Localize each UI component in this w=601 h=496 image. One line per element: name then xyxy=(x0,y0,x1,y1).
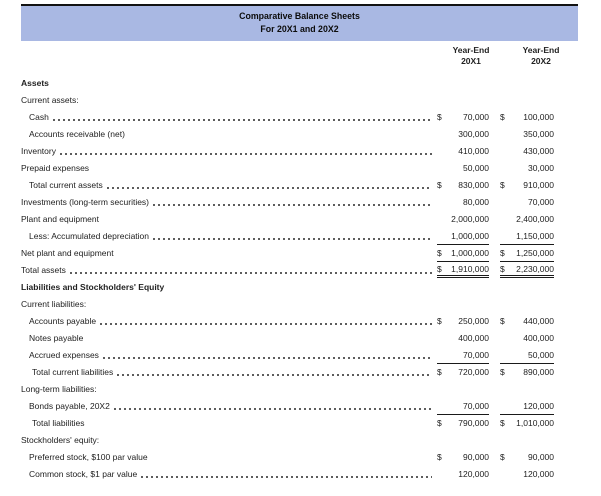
row-label-cell xyxy=(21,418,435,428)
value-cell-20x1 xyxy=(437,346,489,363)
amount-20x1: 90,000 xyxy=(463,451,489,462)
currency-symbol: $ xyxy=(437,179,442,190)
row-label-cell xyxy=(21,78,435,88)
row-label-cell xyxy=(21,112,435,122)
value-cell-20x2 xyxy=(500,397,554,414)
value-cell-20x1 xyxy=(437,261,489,278)
amount-20x1: 120,000 xyxy=(458,468,489,479)
row-label-cell xyxy=(21,248,435,258)
table-row xyxy=(21,380,578,397)
amount-20x2: 440,000 xyxy=(523,315,554,326)
table-row xyxy=(21,244,578,261)
table-row xyxy=(21,295,578,312)
dot-leader xyxy=(70,272,432,274)
table-row xyxy=(21,363,578,380)
column-header-20x1 xyxy=(443,45,499,67)
table-row xyxy=(21,91,578,108)
column-header-line2: 20X2 xyxy=(531,56,551,66)
row-label-cell xyxy=(21,265,435,275)
amount-20x1: 70,000 xyxy=(463,400,489,411)
value-cell-20x1 xyxy=(437,312,489,329)
row-label-cell xyxy=(21,333,435,343)
currency-symbol: $ xyxy=(437,315,442,326)
row-label-cell xyxy=(21,435,435,445)
value-cell-20x1 xyxy=(437,125,489,142)
currency-symbol: $ xyxy=(437,248,442,258)
dot-leader xyxy=(60,153,432,155)
row-label-cell xyxy=(21,469,435,479)
table-row xyxy=(21,142,578,159)
value-cell-20x1 xyxy=(437,210,489,227)
dot-leader xyxy=(107,187,432,189)
row-label: Assets xyxy=(21,77,49,88)
amount-20x2: 430,000 xyxy=(523,145,554,156)
amount-20x2: 2,400,000 xyxy=(516,213,554,224)
value-cell-20x1 xyxy=(437,176,489,193)
amount-20x1: 70,000 xyxy=(463,111,489,122)
amount-20x1: 250,000 xyxy=(458,315,489,326)
amount-20x1: 790,000 xyxy=(458,418,489,428)
table-row xyxy=(21,448,578,465)
row-label-cell xyxy=(21,95,435,105)
value-cell-20x1 xyxy=(437,91,489,108)
table-row xyxy=(21,465,578,482)
value-cell-20x2 xyxy=(500,380,554,397)
dot-leader xyxy=(153,204,432,206)
value-cell-20x1 xyxy=(437,397,489,414)
currency-symbol: $ xyxy=(437,263,442,274)
row-label: Inventory xyxy=(21,145,56,156)
balance-sheet-rows xyxy=(21,74,578,482)
table-row xyxy=(21,193,578,210)
table-row xyxy=(21,210,578,227)
value-cell-20x1 xyxy=(437,465,489,482)
currency-symbol: $ xyxy=(500,179,505,190)
value-cell-20x2 xyxy=(500,108,554,125)
value-cell-20x1 xyxy=(437,414,489,431)
row-label: Less: Accumulated depreciation xyxy=(29,230,150,241)
row-label-cell xyxy=(21,367,435,377)
amount-20x2: 910,000 xyxy=(523,179,554,190)
value-cell-20x1 xyxy=(437,108,489,125)
row-label: Liabilities and Stockholders' Equity xyxy=(21,281,165,292)
amount-20x1: 1,910,000 xyxy=(451,263,489,274)
table-row xyxy=(21,74,578,91)
value-cell-20x2 xyxy=(500,125,554,142)
value-cell-20x2 xyxy=(500,193,554,210)
value-cell-20x1 xyxy=(437,193,489,210)
currency-symbol: $ xyxy=(437,451,442,462)
row-label: Investments (long-term securities) xyxy=(21,196,150,207)
row-label: Total current assets xyxy=(29,179,103,190)
dot-leader xyxy=(153,238,432,240)
amount-20x1: 70,000 xyxy=(463,349,489,360)
table-row xyxy=(21,397,578,414)
row-label-cell xyxy=(21,197,435,207)
value-cell-20x1 xyxy=(437,227,489,244)
amount-20x2: 1,150,000 xyxy=(516,230,554,241)
table-row xyxy=(21,431,578,448)
row-label-cell xyxy=(21,299,435,309)
dot-leader xyxy=(103,357,432,359)
row-label-cell xyxy=(21,401,435,411)
amount-20x1: 80,000 xyxy=(463,196,489,207)
row-label: Accounts receivable (net) xyxy=(29,128,125,139)
document-subtitle: For 20X1 and 20X2 xyxy=(260,24,339,34)
value-cell-20x1 xyxy=(437,295,489,312)
dot-leader xyxy=(141,476,432,478)
currency-symbol: $ xyxy=(500,315,505,326)
row-label-cell xyxy=(21,214,435,224)
row-label: Preferred stock, $100 par value xyxy=(29,451,148,462)
amount-20x2: 90,000 xyxy=(528,451,554,462)
value-cell-20x2 xyxy=(500,261,554,278)
currency-symbol: $ xyxy=(500,248,505,258)
column-header-line2: 20X1 xyxy=(461,56,481,66)
value-cell-20x1 xyxy=(437,329,489,346)
table-row xyxy=(21,125,578,142)
table-row xyxy=(21,176,578,193)
currency-symbol: $ xyxy=(500,418,505,428)
row-label-cell xyxy=(21,350,435,360)
row-label: Total current liabilities xyxy=(32,366,114,377)
row-label-cell xyxy=(21,231,435,241)
value-cell-20x2 xyxy=(500,431,554,448)
amount-20x2: 1,010,000 xyxy=(516,418,554,428)
value-cell-20x2 xyxy=(500,210,554,227)
row-label: Notes payable xyxy=(29,332,84,343)
value-cell-20x1 xyxy=(437,380,489,397)
dot-leader xyxy=(117,374,432,376)
row-label: Accrued expenses xyxy=(29,349,99,360)
currency-symbol: $ xyxy=(437,367,442,377)
value-cell-20x1 xyxy=(437,159,489,176)
amount-20x2: 100,000 xyxy=(523,111,554,122)
row-label: Bonds payable, 20X2 xyxy=(29,400,110,411)
amount-20x2: 2,230,000 xyxy=(516,263,554,274)
dot-leader xyxy=(100,323,432,325)
table-row xyxy=(21,414,578,431)
row-label-cell xyxy=(21,180,435,190)
row-label-cell xyxy=(21,282,435,292)
value-cell-20x2 xyxy=(500,159,554,176)
row-label: Current assets: xyxy=(21,94,79,105)
amount-20x1: 720,000 xyxy=(458,367,489,377)
amount-20x2: 350,000 xyxy=(523,128,554,139)
row-label-cell xyxy=(21,316,435,326)
row-label: Plant and equipment xyxy=(21,213,99,224)
value-cell-20x2 xyxy=(500,91,554,108)
amount-20x1: 2,000,000 xyxy=(451,213,489,224)
row-label: Prepaid expenses xyxy=(21,162,90,173)
row-label-cell xyxy=(21,163,435,173)
row-label-cell xyxy=(21,452,435,462)
value-cell-20x1 xyxy=(437,244,489,261)
amount-20x2: 890,000 xyxy=(523,367,554,377)
amount-20x2: 120,000 xyxy=(523,400,554,411)
amount-20x2: 50,000 xyxy=(528,349,554,360)
table-row xyxy=(21,312,578,329)
value-cell-20x2 xyxy=(500,142,554,159)
row-label-cell xyxy=(21,146,435,156)
value-cell-20x2 xyxy=(500,176,554,193)
currency-symbol: $ xyxy=(437,111,442,122)
row-label: Total liabilities xyxy=(32,417,85,428)
currency-symbol: $ xyxy=(500,263,505,274)
table-row xyxy=(21,346,578,363)
currency-symbol: $ xyxy=(500,111,505,122)
amount-20x2: 120,000 xyxy=(523,468,554,479)
document-title: Comparative Balance Sheets xyxy=(239,11,360,21)
amount-20x1: 400,000 xyxy=(458,332,489,343)
column-header-20x2 xyxy=(513,45,569,67)
value-cell-20x2 xyxy=(500,295,554,312)
currency-symbol: $ xyxy=(500,451,505,462)
table-row xyxy=(21,108,578,125)
value-cell-20x2 xyxy=(500,227,554,244)
row-label-cell xyxy=(21,129,435,139)
amount-20x1: 1,000,000 xyxy=(451,248,489,258)
column-header-line1: Year-End xyxy=(452,45,490,55)
column-headers xyxy=(21,45,578,67)
title-band xyxy=(21,4,578,41)
row-label: Accounts payable xyxy=(29,315,97,326)
amount-20x2: 70,000 xyxy=(528,196,554,207)
table-row xyxy=(21,278,578,295)
value-cell-20x2 xyxy=(500,363,554,380)
value-cell-20x2 xyxy=(500,448,554,465)
table-row xyxy=(21,159,578,176)
row-label: Stockholders' equity: xyxy=(21,434,100,445)
dot-leader xyxy=(53,119,432,121)
value-cell-20x2 xyxy=(500,244,554,261)
currency-symbol: $ xyxy=(500,367,505,377)
value-cell-20x2 xyxy=(500,346,554,363)
row-label: Total assets xyxy=(21,264,66,275)
column-header-line1: Year-End xyxy=(522,45,560,55)
value-cell-20x2 xyxy=(500,329,554,346)
row-label: Long-term liabilities: xyxy=(21,383,97,394)
amount-20x1: 830,000 xyxy=(458,179,489,190)
amount-20x1: 410,000 xyxy=(458,145,489,156)
amount-20x1: 50,000 xyxy=(463,162,489,173)
row-label: Common stock, $1 par value xyxy=(29,468,138,479)
table-row xyxy=(21,261,578,278)
value-cell-20x1 xyxy=(437,278,489,295)
value-cell-20x2 xyxy=(500,278,554,295)
balance-sheet-document xyxy=(21,4,578,482)
value-cell-20x1 xyxy=(437,363,489,380)
table-row xyxy=(21,227,578,244)
row-label: Cash xyxy=(29,111,49,122)
value-cell-20x1 xyxy=(437,448,489,465)
amount-20x1: 1,000,000 xyxy=(451,230,489,241)
amount-20x2: 1,250,000 xyxy=(516,248,554,258)
row-label: Current liabilities: xyxy=(21,298,87,309)
value-cell-20x2 xyxy=(500,74,554,91)
amount-20x2: 30,000 xyxy=(528,162,554,173)
value-cell-20x1 xyxy=(437,142,489,159)
row-label: Net plant and equipment xyxy=(21,247,114,258)
amount-20x2: 400,000 xyxy=(523,332,554,343)
row-label-cell xyxy=(21,384,435,394)
value-cell-20x2 xyxy=(500,414,554,431)
dot-leader xyxy=(114,408,432,410)
table-row xyxy=(21,329,578,346)
amount-20x1: 300,000 xyxy=(458,128,489,139)
value-cell-20x2 xyxy=(500,312,554,329)
value-cell-20x1 xyxy=(437,74,489,91)
value-cell-20x2 xyxy=(500,465,554,482)
value-cell-20x1 xyxy=(437,431,489,448)
currency-symbol: $ xyxy=(437,418,442,428)
